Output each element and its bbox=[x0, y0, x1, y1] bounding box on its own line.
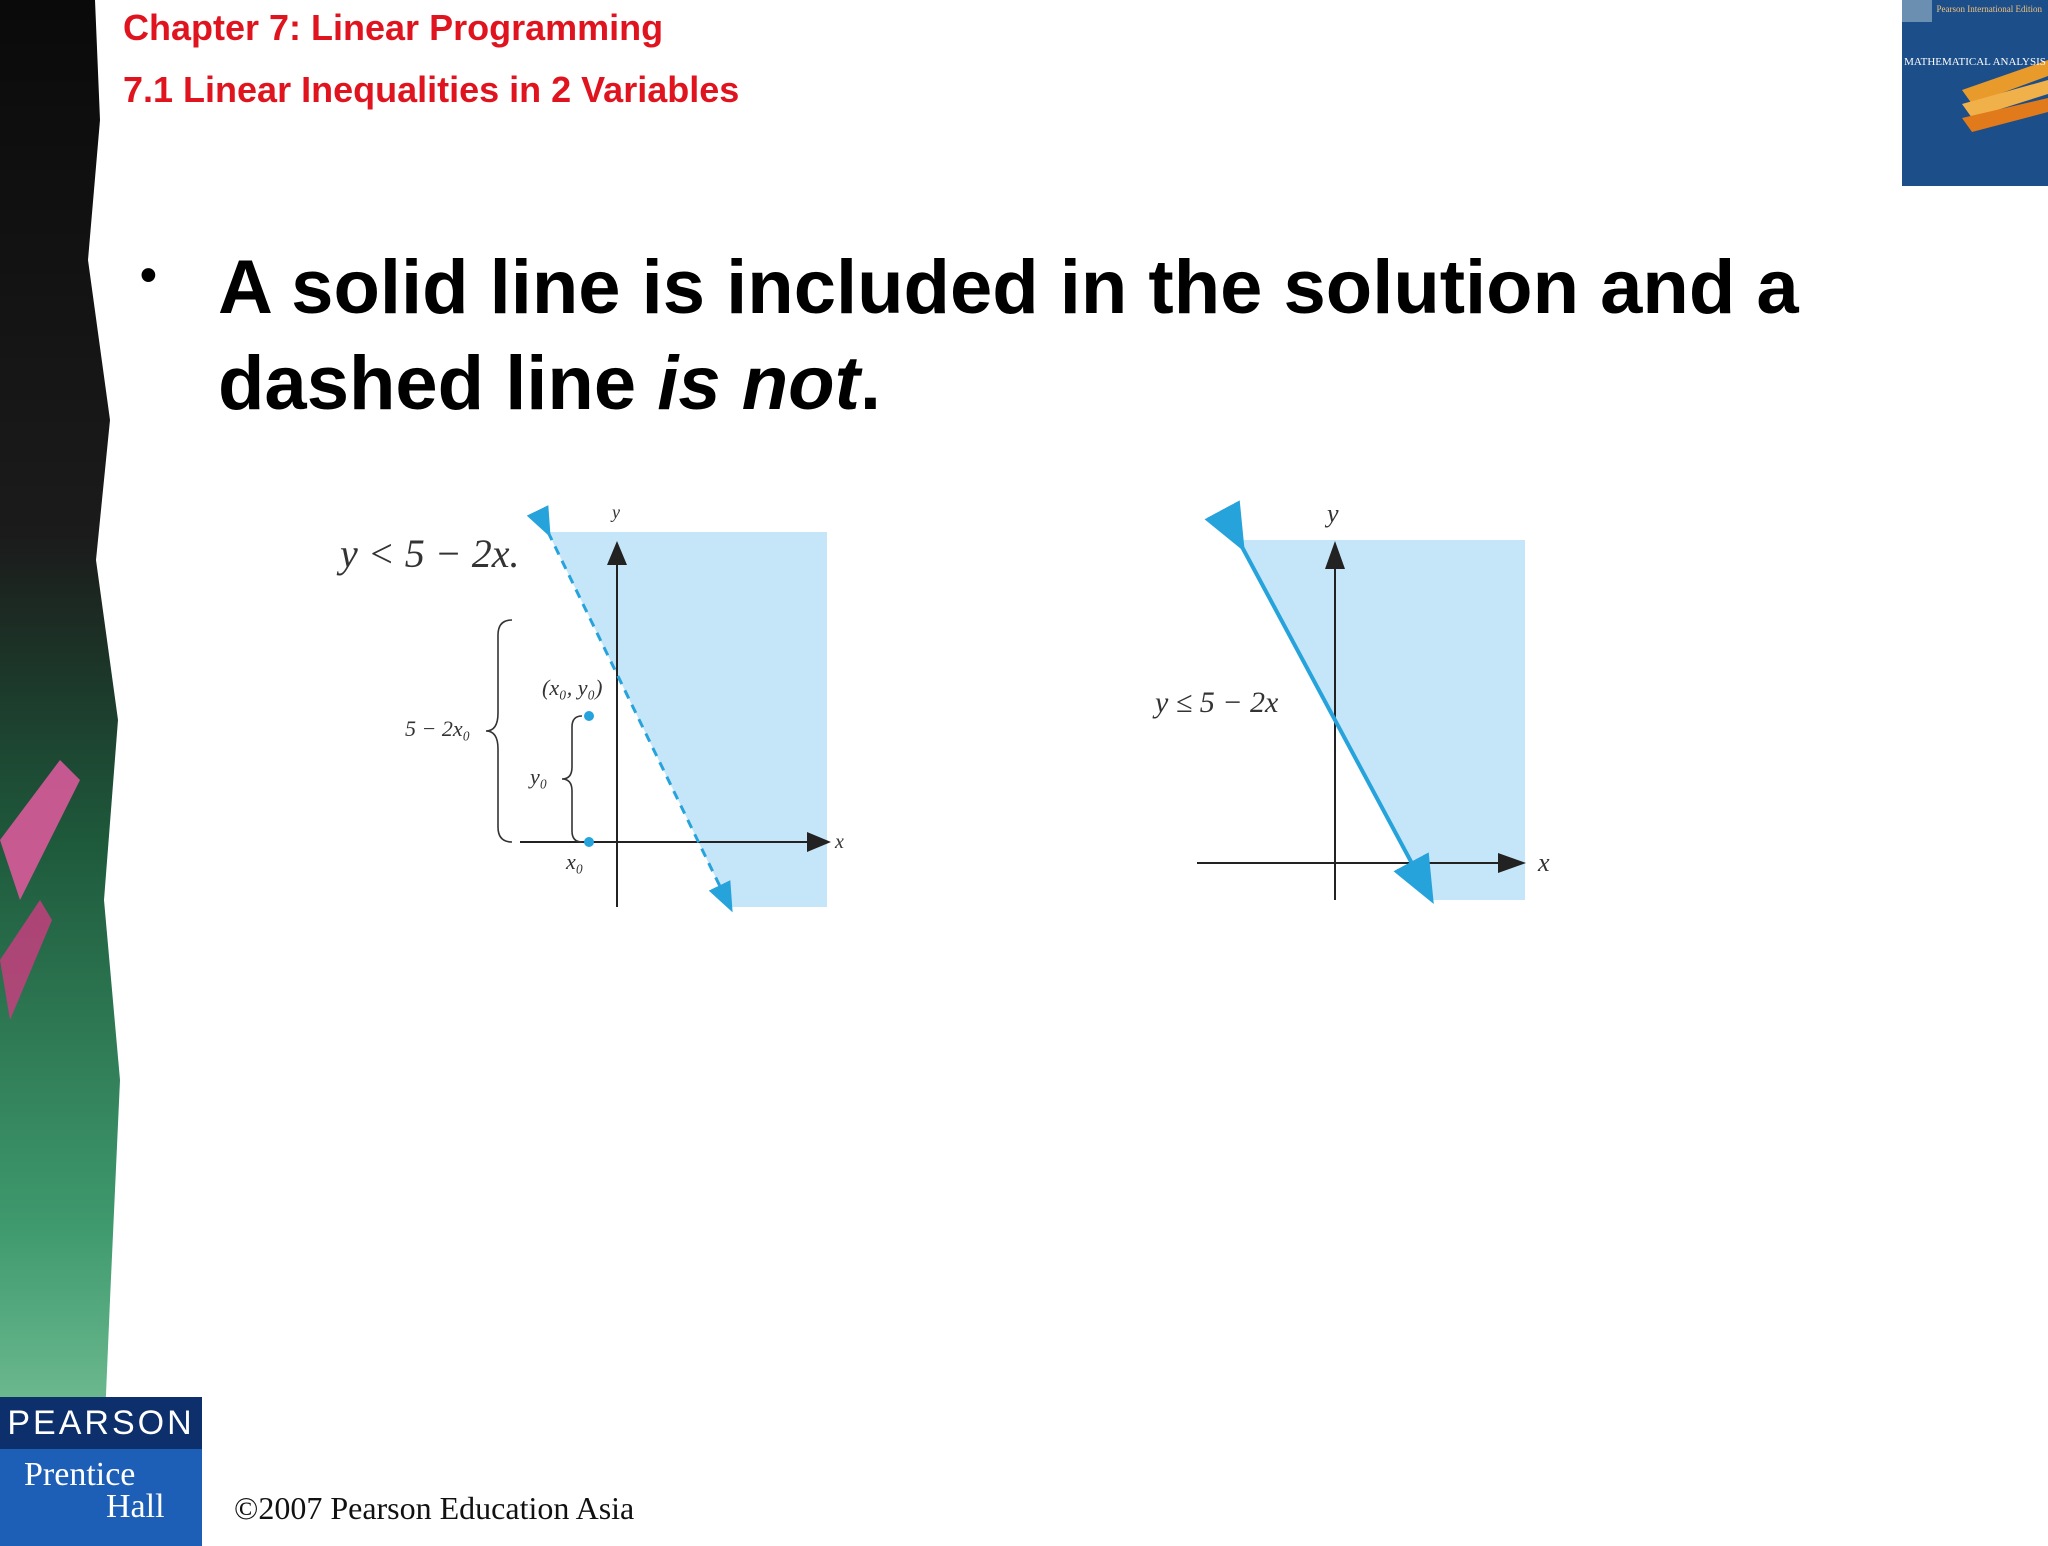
y-axis-label-right: y bbox=[1327, 499, 1339, 528]
x-axis-label-right: x bbox=[1538, 848, 1550, 877]
point-x0-axis bbox=[584, 837, 594, 847]
brace-large-label: 5 − 2x₀ bbox=[405, 716, 471, 741]
bullet-text bbox=[218, 240, 1900, 432]
inequality-label-right: y ≤ 5 − 2x bbox=[1155, 686, 1279, 719]
book-cover-image bbox=[1902, 0, 2048, 186]
copyright-notice: ©2007 Pearson Education Asia bbox=[234, 1490, 635, 1526]
y-axis-label-left: y bbox=[612, 502, 620, 522]
bullet-glyph: • bbox=[140, 249, 157, 302]
bullet-text-main: A solid line is included in the solution and a dashed line bbox=[218, 245, 1799, 426]
bullet-text-end: . bbox=[859, 341, 882, 426]
dashed-line-graph bbox=[330, 495, 844, 915]
logo-hall-text: Hall bbox=[106, 1488, 165, 1525]
x-axis-label-left: x bbox=[835, 831, 844, 853]
slide-header bbox=[123, 6, 739, 112]
figure-solid-line bbox=[1150, 495, 1570, 915]
brace-small bbox=[562, 716, 582, 842]
x0-label: x₀ bbox=[566, 849, 584, 874]
decorative-side-strip bbox=[0, 0, 125, 1536]
side-strip-artwork bbox=[0, 0, 125, 1536]
point-x0-y0 bbox=[584, 711, 594, 721]
chapter-title: Chapter 7: Linear Programming bbox=[123, 7, 664, 48]
book-title-label: MATHEMATICAL ANALYSIS bbox=[1904, 56, 2046, 68]
section-title: 7.1 Linear Inequalities in 2 Variables bbox=[123, 69, 740, 110]
brace-large bbox=[486, 620, 512, 842]
point-label: (x₀, y₀) bbox=[542, 675, 603, 700]
solution-region-right bbox=[1237, 540, 1525, 900]
book-edition-label: Pearson International Edition bbox=[1936, 4, 2042, 14]
pearson-logo bbox=[0, 1397, 202, 1536]
brace-small-label: y₀ bbox=[530, 764, 548, 789]
book-cover-art bbox=[1902, 0, 2048, 186]
inequality-label-left: y < 5 − 2x. bbox=[340, 531, 520, 576]
logo-prentice-hall bbox=[0, 1449, 202, 1546]
figure-dashed-line bbox=[330, 495, 844, 915]
logo-pearson-text: PEARSON bbox=[0, 1397, 202, 1449]
solid-line-graph bbox=[1150, 495, 1570, 915]
bullet-text-italic: is not bbox=[657, 341, 860, 426]
logo-prentice-text: Prentice bbox=[24, 1456, 136, 1493]
